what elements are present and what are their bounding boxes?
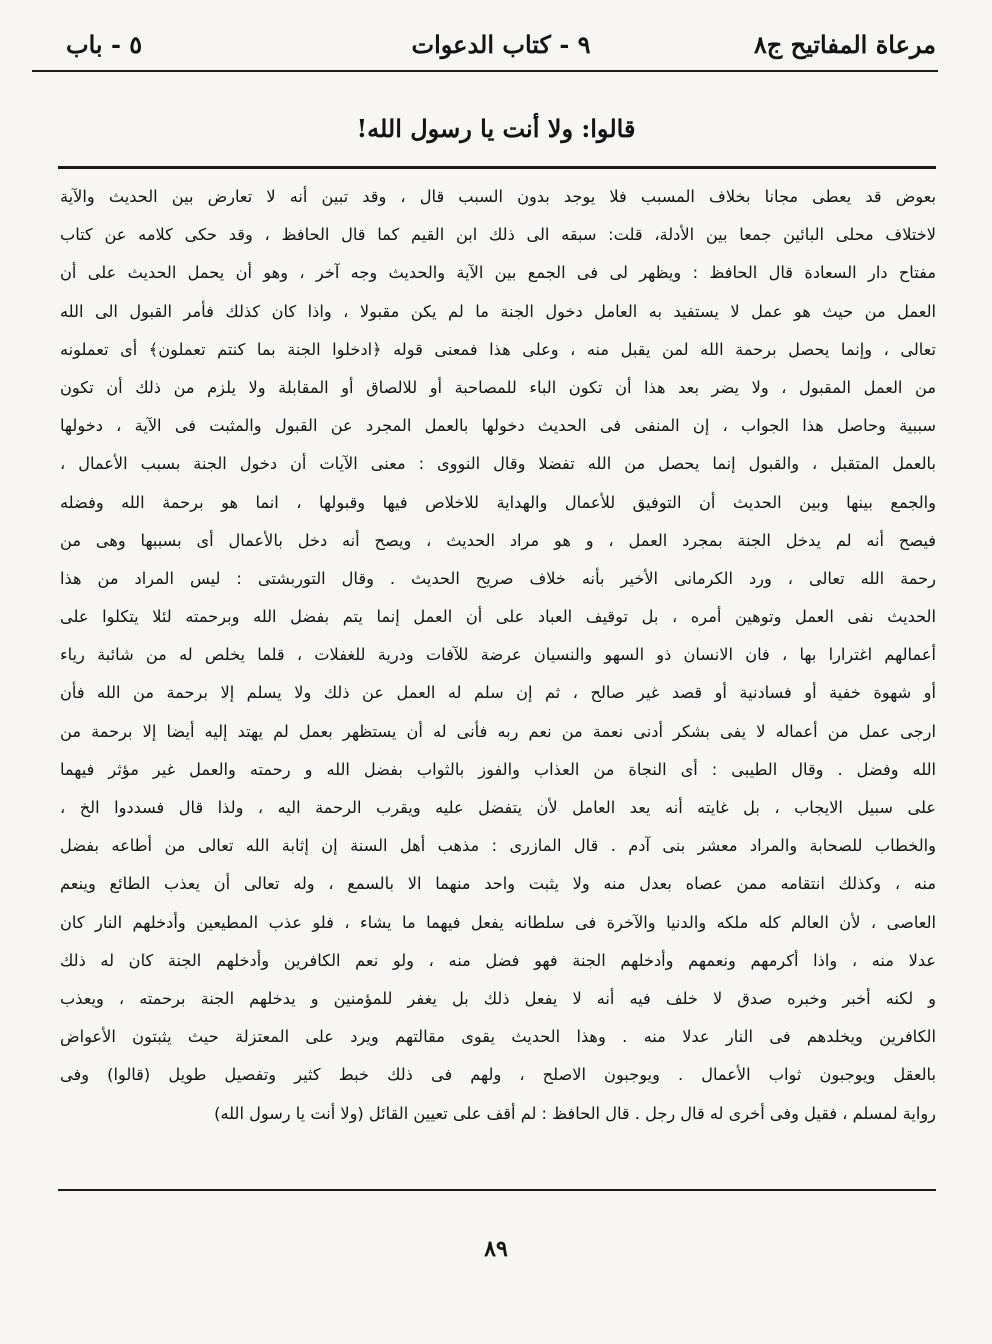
text-line: رواية لمسلم ، فقيل وفى أخرى له قال رجل . قال الحافظ : لم أقف على تعيين القائل (ولا أنت يا رسول الله) <box>214 1103 936 1123</box>
body-text <box>60 178 936 1133</box>
text-line: رحمة الله تعالى ، ورد الكرمانى الأخير بأنه خلاف صريح الحديث . وقال التوربشتى : ليس المراد من هذا <box>60 568 936 588</box>
text-line: سببية وحاصل هذا الجواب ، إن المنفى فى الحديث دخولها بالعمل المجرد عن القبول والمثبت فى الآية ، دخولها <box>60 416 936 436</box>
heading-divider <box>58 166 936 169</box>
text-line: من العمل المقبول ، ولا يضر بعد هذا أن تكون الباء للمصاحبة أو للالصاق أو المقابلة ولا يلزم من ذلك أن تكون <box>60 377 936 397</box>
text-line: و لكنه أخبر وخبره صدق لا خلف فيه أنه لا يفعل ذلك بل يغفر للمؤمنين و يدخلهم الجنة برحمته ، ويعذب <box>60 988 936 1008</box>
text-line: بالعقل ويوجبون ثواب الأعمال . ويوجبون الاصلح ، ولهم فى ذلك خبط كثير وتفصيل طويل (قالوا) وفى <box>60 1065 936 1085</box>
text-line: والخطاب للصحابة والمراد معشر بنى آدم . قال المازرى : مذهب أهل السنة إن إثابة الله تعالى من أطاعه بفضل <box>60 836 936 856</box>
text-line: أو شهوة خفية أو فسادنية أو قصد غير صالح ، ثم إن سلم له العمل عن ذلك ولا يسلم إلا برحمة من الله فأن <box>60 683 936 703</box>
text-line: الكافرين ويخلدهم فى النار عدلا منه . وهذا الحديث يقوى مقالتهم ويرد على المعتزلة حيث يثبتون الأعواض <box>60 1027 936 1047</box>
text-line: بعوض قد يعطى مجانا بخلاف المسبب فلا يوجد بدون السبب قال ، وقد تبين أنه لا تعارض بين الحديث والآية <box>60 187 936 206</box>
text-line: تعالى ، وإنما يحصل برحمة الله لمن يقبل منه ، وعلى هذا فمعنى قوله ﴿ادخلوا الجنة بما كنتم تعملون﴾ أى تعملونه <box>60 339 936 359</box>
chapter-title: ٩ - كتاب الدعوات <box>411 30 591 59</box>
text-line: العمل من حيث هو عمل لا يستفيد به العامل دخول الجنة ما لم يكن مقبولا ، واذا كان كذلك فأمر القبول الى الله <box>60 301 936 321</box>
book-title: مرعاة المفاتيح ج٨ <box>753 30 936 59</box>
text-line: ارجى عمل من أعماله لا يفى بشكر أدنى نعمة من نعم ربه فأنى له أن يستظهر بعمل لم يهتد إليه أيضا إلا برحمة من <box>60 721 936 741</box>
text-line: فيصح أنه لم يدخل الجنة بمجرد العمل ، و هو مراد الحديث ، ويصح أنه دخل بالأعمال أى بسببها وهى من <box>60 530 936 550</box>
header-divider <box>32 70 938 72</box>
text-line: العاصى ، لأن العالم كله ملكه والدنيا والآخرة فى سلطانه يفعل فيهما ما يشاء ، فلو عذب المطيعين وأدخلهم النار كان <box>60 912 936 932</box>
page-number: ٨٩ <box>484 1236 508 1262</box>
text-line: منه ، وكذلك انتقامه ممن عصاه بعدل منه ولا يثبت واحد منهما الا بالسمع ، وله تعالى أن يعذب الطائع وينعم <box>60 874 936 894</box>
hadith-heading: قالوا: ولا أنت يا رسول الله! <box>356 114 636 143</box>
text-line: مفتاح دار السعادة قال الحافظ : ويظهر لى فى الجمع بين الآية والحديث وجه آخر ، وهو أن يحمل الحديث على أن <box>60 263 936 283</box>
text-line: الحديث نفى العمل وتوهين أمره ، بل توقيف العباد على أن العمل إنما يتم بفضل الله وبرحمته لئلا يتكلوا على <box>60 607 936 627</box>
text-line: أعمالهم اغترارا بها ، فان الانسان ذو السهو والنسيان عرضة للآفات ودرية للغفلات ، قلما يخلص له من شائبة رياء <box>60 645 936 665</box>
text-line: بالعمل المتقبل ، والقبول إنما يحصل من الله تفضلا وقال النووى : معنى الآيات أن دخول الجنة بسبب الأعمال ، <box>60 454 936 474</box>
text-line: لاختلاف محلى البائين جمعا بين الأدلة، قلت: سبقه الى ذلك ابن القيم كما قال الحافظ ، وقد حكى كلامه عن كتاب <box>60 225 936 245</box>
footnote-divider <box>58 1189 936 1191</box>
text-line: والجمع بينها وبين الحديث أن التوفيق للأعمال والهداية للاخلاص فيها وقبولها ، انما هو برحمة الله وفضله <box>60 492 936 512</box>
running-header <box>66 30 936 70</box>
text-line: الله وفضل . وقال الطيبى : أى النجاة من العذاب والفوز بالثواب بفضل الله و رحمته والعمل غير مؤثر فيهما <box>60 759 936 779</box>
text-line: على سبيل الايجاب ، بل غايته أنه يعد العامل لأن يتفضل عليه ويقرب الرحمة اليه ، ولذا قال فسددوا الخ ، <box>60 798 936 817</box>
text-line: عدلا منه ، واذا أكرمهم ونعمهم وأدخلهم الجنة فهو فضل منه ، ولو نعم الكافرين وأدخلهم الجنة كان له ذلك <box>60 950 936 970</box>
section-label: ٥ - باب <box>66 30 143 59</box>
